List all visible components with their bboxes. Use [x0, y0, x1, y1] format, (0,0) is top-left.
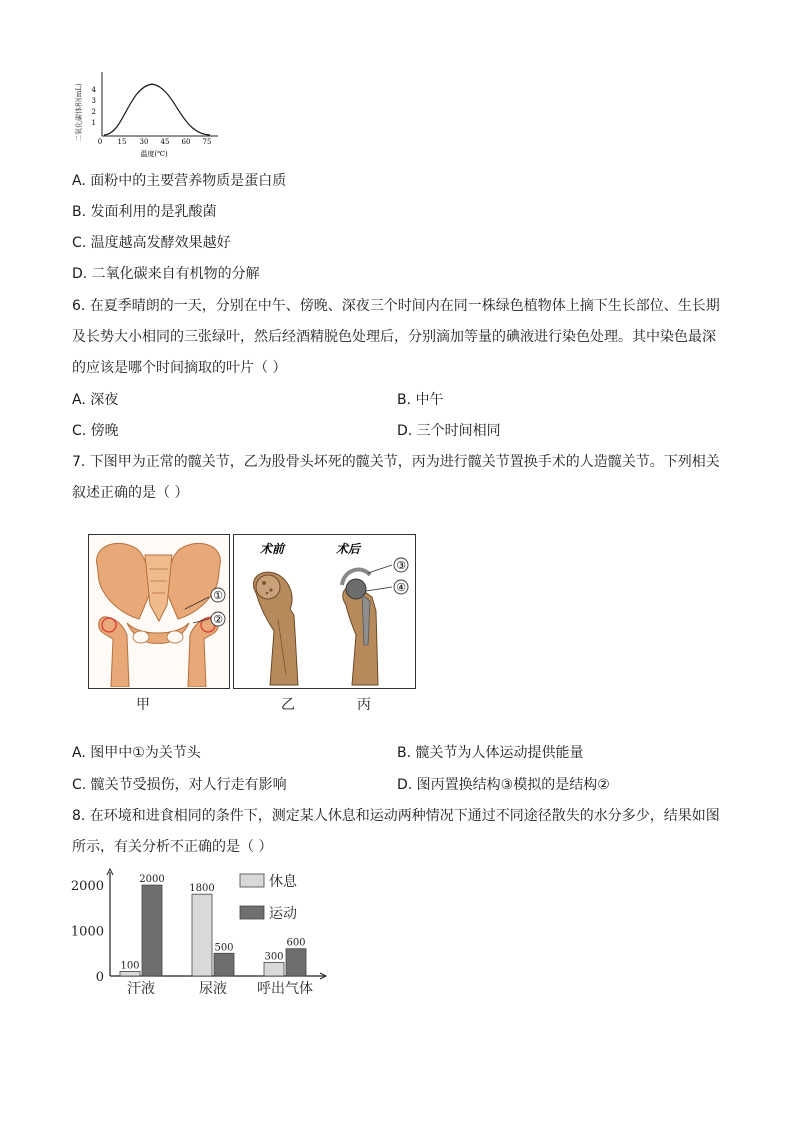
pelvis-right-wing: [166, 543, 220, 619]
q6-stem-line: 6. 在夏季晴朗的一天，分别在中午、傍晚、深夜三个时间内在同一株绿色植物体上摘下生长部位、生长期: [72, 298, 720, 314]
right-femur: [188, 617, 218, 687]
curve-xtick: 75: [202, 138, 212, 146]
pelvis-left-wing: [97, 543, 151, 619]
q6-option-b: B. 中午: [397, 392, 444, 408]
bar-rest: [120, 971, 140, 976]
curve-line: [104, 84, 210, 135]
pelvis-figure: [88, 534, 230, 689]
q7-stem-line: 7. 下图甲为正常的髋关节，乙为股骨头坏死的髋关节，丙为进行髋关节置换手术的人造髋关节。下列相关: [72, 454, 720, 470]
curve-xlabel: 温度(℃): [140, 150, 168, 158]
bar-exercise: [142, 885, 162, 976]
curve-ytick: 4: [91, 86, 96, 94]
bar-value-label: 2000: [139, 874, 165, 886]
marker-4: ④: [396, 581, 406, 594]
caption-yi: 乙: [281, 697, 295, 713]
bar-value-label: 1800: [189, 883, 215, 895]
bar-y-tick-label: 1000: [70, 924, 104, 940]
marker-3: ③: [396, 559, 406, 572]
q6-stem-line: 的应该是哪个时间摘取的叶片（ ）: [72, 360, 287, 376]
bar-rest: [192, 894, 212, 976]
q6-option-d: D. 三个时间相同: [397, 423, 501, 439]
q5-option-d: D. 二氧化碳来自有机物的分解: [72, 266, 260, 282]
bar-rest: [264, 962, 284, 976]
legend-label: 运动: [269, 906, 297, 922]
q7-option-a: A. 图甲中①为关节头: [72, 745, 201, 761]
curve-xtick: 45: [160, 138, 170, 146]
legend-label: 休息: [269, 874, 297, 890]
sacrum: [145, 555, 172, 621]
curve-xtick: 0: [97, 138, 103, 146]
water-loss-bar-chart: [68, 866, 338, 998]
bar-exercise: [214, 953, 234, 976]
curve-xtick: 30: [139, 138, 149, 146]
hip-replacement-figure: [233, 534, 416, 689]
q7-stem-line: 叙述正确的是（ ）: [72, 485, 189, 501]
marker-1: ①: [213, 589, 223, 602]
label-after-surgery: 术后: [336, 542, 361, 556]
bar-value-label: 600: [286, 937, 306, 949]
left-femur: [99, 617, 129, 687]
q7-option-b: B. 髋关节为人体运动提供能量: [397, 745, 584, 761]
legend-swatch: [240, 874, 264, 887]
q5-option-b: B. 发面利用的是乳酸菌: [72, 204, 217, 220]
bar-value-label: 100: [120, 960, 140, 972]
bar-category-label: 尿液: [199, 981, 227, 997]
marker-2: ②: [213, 613, 223, 626]
q6-option-a: A. 深夜: [72, 392, 119, 408]
q5-option-c: C. 温度越高发酵效果越好: [72, 235, 231, 251]
bar-value-label: 300: [264, 951, 284, 963]
curve-xtick: 60: [181, 138, 191, 146]
co2-temperature-chart: [72, 64, 222, 164]
artificial-femur: [343, 586, 378, 685]
bar-exercise: [286, 949, 306, 976]
curve-ytick: 1: [91, 119, 96, 127]
bar-category-label: 呼出气体: [257, 981, 313, 997]
bar-y-tick-label: 2000: [70, 879, 104, 895]
q8-stem-line: 所示，有关分析不正确的是（ ）: [72, 839, 273, 855]
curve-ylabel: 二氧化碳体积(mL): [75, 83, 83, 142]
bar-value-label: 500: [214, 942, 234, 954]
bar-y-tick-label: 0: [95, 970, 104, 985]
q7-option-c: C. 髋关节受损伤，对人行走有影响: [72, 777, 287, 793]
q5-option-a: A. 面粉中的主要营养物质是蛋白质: [72, 173, 287, 189]
caption-bing: 丙: [357, 697, 371, 713]
q6-stem-line: 及长势大小相同的三张绿叶，然后经酒精脱色处理后，分别滴加等量的碘液进行染色处理。其中染色最深: [72, 329, 716, 345]
caption-jia: 甲: [136, 697, 150, 713]
bar-category-label: 汗液: [127, 981, 155, 997]
curve-ytick: 3: [91, 97, 96, 105]
q6-option-c: C. 傍晚: [72, 423, 119, 439]
curve-ytick: 2: [91, 108, 96, 116]
curve-xtick: 15: [117, 138, 127, 146]
q7-option-d: D. 图丙置换结构③模拟的是结构②: [397, 777, 610, 793]
legend-swatch: [240, 906, 264, 919]
label-before-surgery: 术前: [260, 542, 285, 556]
q8-stem-line: 8. 在环境和进食相同的条件下，测定某人休息和运动两种情况下通过不同途径散失的水分多少，结果如图: [72, 808, 720, 824]
